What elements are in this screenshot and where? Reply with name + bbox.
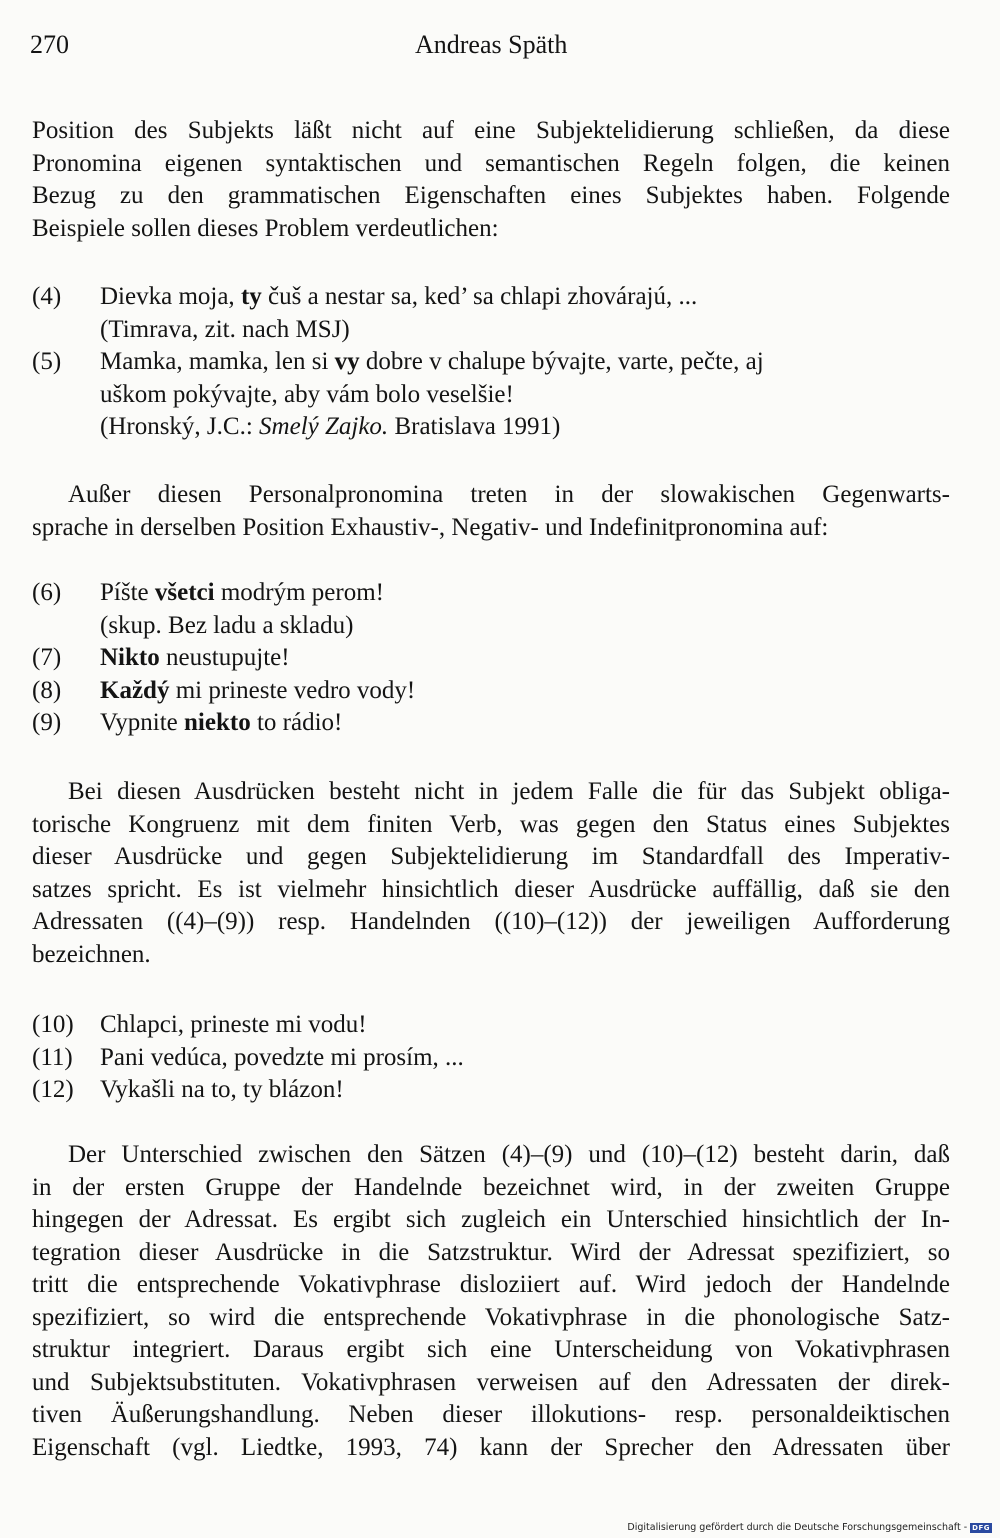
example-text: dobre v chalupe bývajte, varte, pečte, aj — [359, 348, 764, 375]
paragraph-line: bezeichnen. — [32, 940, 151, 968]
example-text: mi prineste vedro vody! — [169, 676, 416, 704]
example-text: čuš a nestar sa, ked’ sa chlapi zhovárajú, ... — [261, 283, 698, 310]
example-number: (10) — [32, 1011, 74, 1038]
example-text: uškom pokývajte, aby vám bolo veselšie! — [100, 380, 514, 408]
example-keyword: niekto — [184, 709, 251, 736]
paragraph-line: und Subjektsubstituten. Vokativphrasen verweisen auf den Adressaten der direk- — [32, 1368, 950, 1396]
example-source: (Hronský, J.C.: — [100, 413, 260, 440]
example-number: (6) — [32, 579, 62, 606]
example-text: Píšte — [100, 579, 155, 606]
example-keyword: všetci — [154, 579, 215, 606]
page-header — [30, 30, 970, 70]
paragraph-line: spezifiziert, so wird die entsprechende Vokativphrase in die phonologische Satz- — [32, 1303, 950, 1331]
example-number: (12) — [32, 1076, 74, 1103]
paragraph-line: Bezug zu den grammatischen Eigenschaften eines Subjektes haben. Folgende — [32, 182, 950, 209]
paragraph-line: Außer diesen Personalpronomina treten in der slowakischen Gegenwarts- — [68, 481, 950, 508]
example-keyword: Nikto — [100, 644, 160, 671]
example-number: (8) — [32, 676, 62, 704]
example-source: (Timrava, zit. nach MSJ) — [100, 315, 350, 343]
paragraph-line: satzes spricht. Es ist vielmehr hinsichtlich dieser Ausdrücke auffällig, daß sie den — [32, 875, 950, 903]
paragraph-line: Adressaten ((4)–(9)) resp. Handelnden ((10)–(12)) der jeweiligen Aufforderung — [32, 908, 950, 935]
digitization-footer — [627, 1522, 992, 1533]
example-keyword: ty — [240, 283, 262, 310]
paragraph-3 — [32, 776, 950, 971]
example-source-title: Smelý Zajko. — [259, 413, 389, 440]
example-text: neustupujte! — [159, 644, 290, 671]
example-text: Chlapci, prineste mi vodu! — [100, 1011, 367, 1038]
paragraph-line: Der Unterschied zwischen den Sätzen (4)–(9) und (10)–(12) besteht darin, daß — [68, 1141, 950, 1168]
paragraph-line: tritt die entsprechende Vokativphrase disloziiert auf. Wird jedoch der Handelnde — [32, 1271, 950, 1298]
dfg-logo: DFG — [972, 1523, 990, 1532]
paragraph-line: in der ersten Gruppe der Handelnde bezeichnet wird, in der zweiten Gruppe — [32, 1173, 950, 1201]
paragraph-1 — [32, 115, 950, 245]
example-text: Pani vedúca, povedzte mi prosím, ... — [100, 1043, 464, 1071]
example-text: to rádio! — [250, 709, 343, 736]
example-text: Vykašli na to, ty blázon! — [100, 1076, 344, 1103]
paragraph-line: torische Kongruenz mit dem finiten Verb, was gegen den Status eines Subjektes — [32, 810, 950, 838]
example-keyword: vy — [334, 348, 360, 375]
paragraph-line: Beispiele sollen dieses Problem verdeutlichen: — [32, 214, 499, 242]
paragraph-line: Pronomina eigenen syntaktischen und semantischen Regeln folgen, die keinen — [32, 149, 950, 177]
paragraph-2 — [32, 479, 950, 544]
paragraph-line: Position des Subjekts läßt nicht auf eine Subjektelidierung schließen, da diese — [32, 117, 950, 144]
paragraph-line: tiven Äußerungshandlung. Neben dieser illokutions- resp. personaldeiktischen — [32, 1401, 950, 1428]
paragraph-line: sprache in derselben Position Exhaustiv-, Negativ- und Indefinitpronomina auf: — [32, 513, 829, 541]
example-text: Mamka, mamka, len si — [100, 348, 335, 375]
example-number: (7) — [32, 644, 62, 671]
paragraph-line: struktur integriert. Daraus ergibt sich eine Unterscheidung von Vokativphrasen — [32, 1336, 950, 1363]
example-number: (9) — [32, 709, 62, 736]
paragraph-line: Eigenschaft (vgl. Liedtke, 1993, 74) kann der Sprecher den Adressaten über — [32, 1433, 950, 1461]
page-number: 270 — [30, 30, 69, 59]
example-text: Vypnite — [100, 709, 185, 736]
paragraph-line: tegration dieser Ausdrücke in die Satzstruktur. Wird der Adressat spezifiziert, so — [32, 1238, 950, 1266]
example-text: Dievka moja, — [100, 283, 241, 310]
footer-text: Digitalisierung gefördert durch die Deutsche Forschungsgemeinschaft - — [627, 1522, 968, 1533]
paragraph-line: Bei diesen Ausdrücken besteht nicht in jedem Falle die für das Subjekt obliga- — [68, 778, 950, 805]
paragraph-line: hingegen der Adressat. Es ergibt sich zugleich ein Unterschied hinsichtlich der In- — [32, 1206, 950, 1233]
example-source: Bratislava 1991) — [388, 413, 561, 440]
paragraph-4 — [32, 1139, 950, 1464]
example-number: (11) — [32, 1043, 73, 1071]
running-head: Andreas Späth — [415, 30, 568, 59]
paragraph-line: dieser Ausdrücke und gegen Subjektelidierung im Standardfall des Imperativ- — [32, 843, 950, 870]
example-number: (5) — [32, 348, 62, 375]
example-keyword: Každý — [100, 676, 170, 704]
example-source: (skup. Bez ladu a skladu) — [100, 611, 354, 639]
example-text: modrým perom! — [214, 579, 384, 606]
example-number: (4) — [32, 283, 62, 310]
